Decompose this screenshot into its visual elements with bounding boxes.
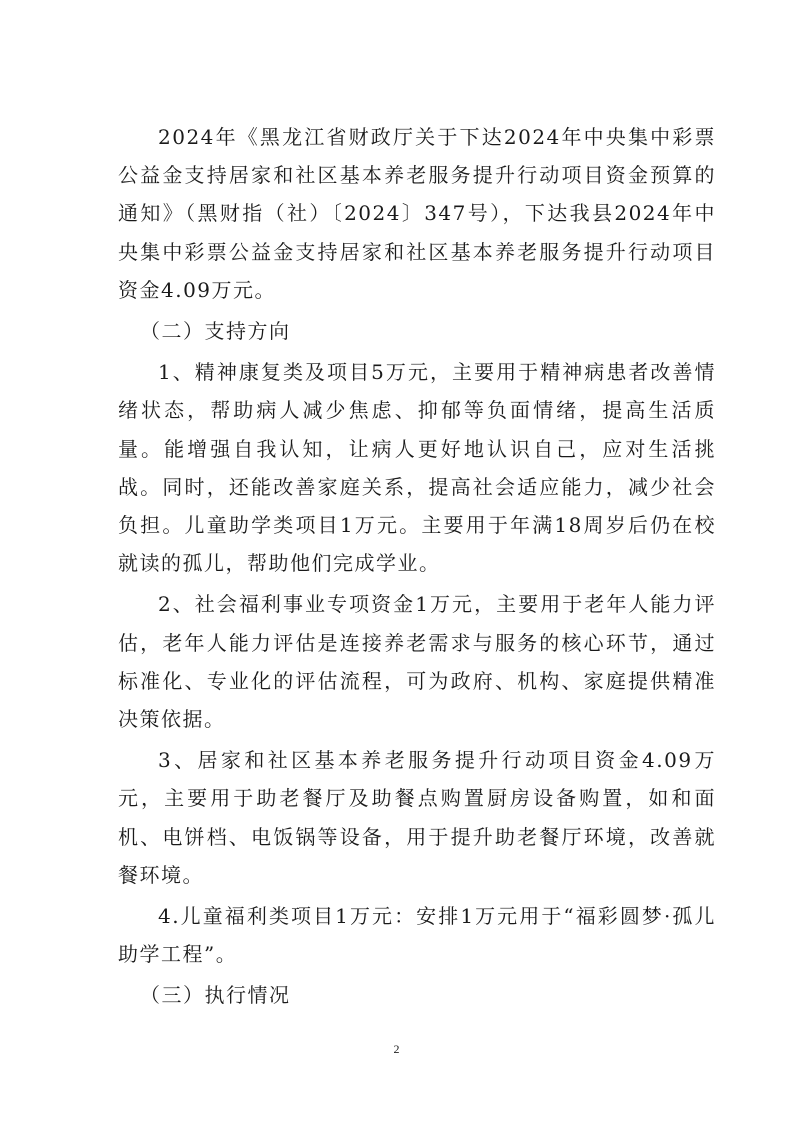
section-heading-execution: （三）执行情况 — [140, 983, 291, 1008]
paragraph-social-welfare-fund: 2、社会福利事业专项资金1万元，主要用于老年人能力评估，老年人能力评估是连接养老需求与服务的核心环节，通过标准化、专业化的评估流程，可为政府、机构、家庭提供精准决策依据。 — [118, 592, 716, 732]
paragraph-home-community-elderly: 3、居家和社区基本养老服务提升行动项目资金4.09万元，主要用于助老餐厅及助餐点购置厨房设备购置，如和面机、电饼档、电饭锅等设备，用于提升助老餐厅环境，改善就餐环境。 — [118, 748, 716, 887]
paragraph-child-welfare: 4.儿童福利类项目1万元：安排1万元用于“福彩圆梦·孤儿助学工程”。 — [118, 904, 716, 967]
page-number: 2 — [393, 1042, 400, 1056]
paragraph-mental-rehab: 1、精神康复类及项目5万元，主要用于精神病患者改善情绪状态，帮助病人减少焦虑、抑郁等负面情绪，提高生活质量。能增强自我认知，让病人更好地认识自己，应对生活挑战。同时，还能改善家庭关系，提高社会适应能力，减少社会负担。儿童助学类项目1万元。主要用于年满18周岁后仍在校就读的孤儿，帮助他们完成学业。 — [118, 360, 716, 576]
document-body — [118, 118, 716, 1018]
paragraph-budget-notice: 2024年《黑龙江省财政厅关于下达2024年中央集中彩票公益金支持居家和社区基本养老服务提升行动项目资金预算的通知》（黑财指（社）〔2024〕347号），下达我县2024年中央集中彩票公益金支持居家和社区基本养老服务提升行动项目资金4.09万元。 — [118, 125, 716, 302]
section-heading-support-direction: （二）支持方向 — [140, 319, 291, 344]
